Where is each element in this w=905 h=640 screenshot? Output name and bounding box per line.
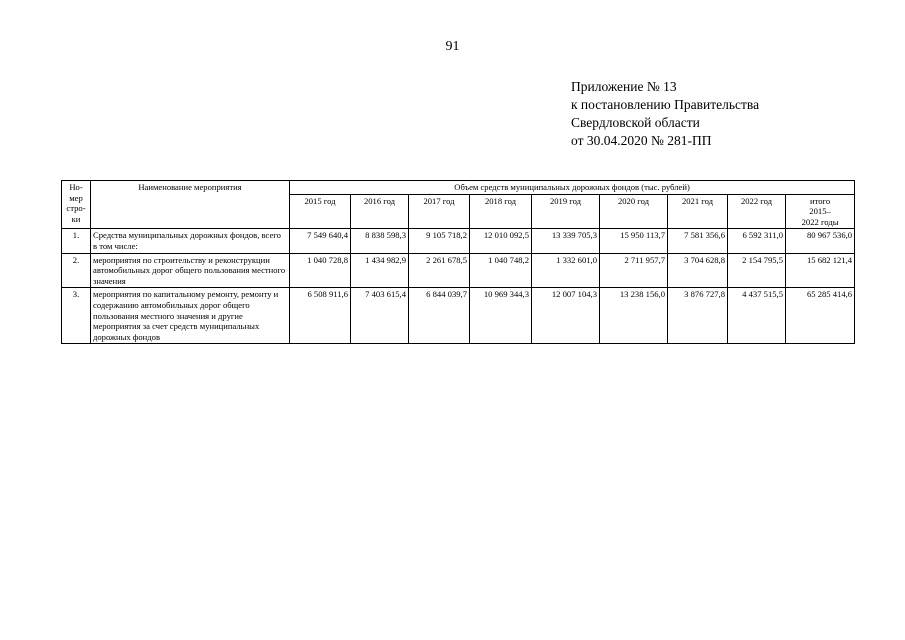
row-number: 2.: [62, 253, 91, 288]
row-value: 15 950 113,7: [600, 229, 668, 253]
appendix-line: Приложение № 13: [571, 79, 677, 94]
year-header: 2017 год: [409, 194, 470, 229]
table-body: [62, 229, 855, 344]
row-value: 80 967 536,0: [786, 229, 855, 253]
year-header: итого 2015– 2022 годы: [786, 194, 855, 229]
row-value: 13 339 705,3: [532, 229, 600, 253]
row-name: мероприятия по капитальному ремонту, ремонту и содержанию автомобильных дорог общего пользования местного значения и другие мероприятия за счет средств муниципальных дорожных фондов: [91, 288, 290, 344]
row-value: 6 844 039,7: [409, 288, 470, 344]
row-value: 7 581 356,6: [668, 229, 728, 253]
appendix-line: к постановлению Правительства: [571, 97, 760, 112]
table-row: [62, 288, 855, 344]
appendix-line: от 30.04.2020 № 281-ПП: [571, 133, 712, 148]
row-value: 6 592 311,0: [728, 229, 786, 253]
year-header: 2018 год: [470, 194, 532, 229]
row-number: 1.: [62, 229, 91, 253]
page-number: 91: [445, 39, 460, 54]
row-value: 10 969 344,3: [470, 288, 532, 344]
row-value: 65 285 414,6: [786, 288, 855, 344]
row-value: 15 682 121,4: [786, 253, 855, 288]
row-value: 1 040 748,2: [470, 253, 532, 288]
row-name: Средства муниципальных дорожных фондов, всего в том числе:: [91, 229, 290, 253]
col-name-header: Наименование мероприятия: [91, 181, 290, 229]
row-value: 2 261 678,5: [409, 253, 470, 288]
row-value: 2 154 795,5: [728, 253, 786, 288]
appendix-header: [571, 78, 759, 150]
row-value: 2 711 957,7: [600, 253, 668, 288]
year-header: 2021 год: [668, 194, 728, 229]
row-value: 12 007 104,3: [532, 288, 600, 344]
row-value: 4 437 515,5: [728, 288, 786, 344]
row-value: 1 332 601,0: [532, 253, 600, 288]
row-value: 9 105 718,2: [409, 229, 470, 253]
row-value: 3 704 628,8: [668, 253, 728, 288]
appendix-line: Свердловской области: [571, 115, 700, 130]
row-value: 1 040 728,8: [290, 253, 351, 288]
year-header: 2020 год: [600, 194, 668, 229]
row-value: 8 838 598,3: [351, 229, 409, 253]
row-value: 13 238 156,0: [600, 288, 668, 344]
year-header: 2022 год: [728, 194, 786, 229]
header-row: [62, 181, 855, 195]
row-value: 7 549 640,4: [290, 229, 351, 253]
road-funds-table: [61, 180, 855, 344]
year-header: 2019 год: [532, 194, 600, 229]
row-number: 3.: [62, 288, 91, 344]
col-number-header: Но- мер стро- ки: [62, 181, 91, 229]
row-name: мероприятия по строительству и реконструкции автомобильных дорог общего пользования местного значения: [91, 253, 290, 288]
row-value: 1 434 982,9: [351, 253, 409, 288]
row-value: 12 010 092,5: [470, 229, 532, 253]
row-value: 7 403 615,4: [351, 288, 409, 344]
group-header: Объем средств муниципальных дорожных фондов (тыс. рублей): [290, 181, 855, 195]
row-value: 6 508 911,6: [290, 288, 351, 344]
year-header: 2015 год: [290, 194, 351, 229]
table-row: [62, 229, 855, 253]
table-row: [62, 253, 855, 288]
year-header: 2016 год: [351, 194, 409, 229]
row-value: 3 876 727,8: [668, 288, 728, 344]
